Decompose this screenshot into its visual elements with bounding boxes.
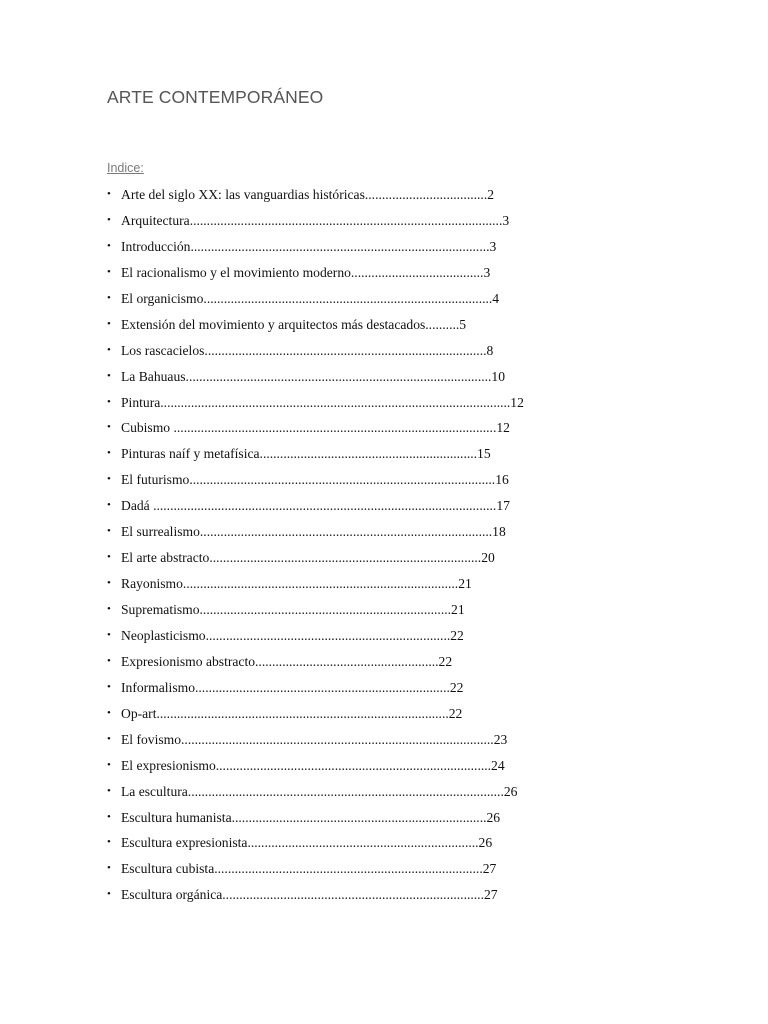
bullet-icon: • [107, 188, 111, 200]
bullet-icon: • [107, 603, 111, 615]
toc-entry-text: El racionalismo y el movimiento moderno.......................................3 [121, 264, 491, 280]
toc-entry-text: Pintura.......................................................................................................12 [121, 394, 524, 410]
bullet-icon: • [107, 213, 111, 226]
bullet-icon: • [107, 862, 111, 875]
toc-entry-text: El fovismo............................................................................................23 [121, 731, 508, 747]
bullet-icon: • [107, 836, 111, 849]
toc-entry-text: Extensión del movimiento y arquitectos más destacados..........5 [121, 316, 467, 332]
toc-entry-text: El organicismo.....................................................................................4 [121, 290, 500, 306]
bullet-icon: • [107, 421, 111, 434]
bullet-icon: • [107, 732, 111, 745]
document-title: ARTE CONTEMPORÁNEO [107, 87, 324, 107]
toc-entry-text: El futurismo..........................................................................................16 [121, 472, 509, 488]
toc-entry-text: Rayonismo.................................................................................21 [121, 576, 472, 592]
bullet-icon: • [107, 265, 111, 278]
bullet-icon: • [107, 473, 111, 486]
toc-entry-text: La escultura.............................................................................................26 [121, 783, 518, 799]
toc-entry-text: Dadá .....................................................................................................17 [121, 498, 510, 514]
bullet-icon: • [107, 784, 111, 797]
toc-entry-text: La Bahuaus..........................................................................................10 [121, 368, 506, 384]
bullet-icon: • [107, 654, 111, 667]
bullet-icon: • [107, 577, 111, 590]
toc-entry-text: El surrealismo......................................................................................18 [121, 524, 506, 540]
toc-entry-text: Op-art......................................................................................22 [121, 705, 463, 721]
toc-entry-text: Expresionismo abstracto......................................................22 [121, 653, 453, 669]
toc-entry-text: El arte abstracto................................................................................20 [121, 550, 495, 566]
toc-entry-text: Informalismo...........................................................................22 [121, 679, 464, 695]
bullet-icon: • [107, 291, 111, 304]
toc-entry-text: Suprematismo..........................................................................21 [121, 602, 465, 617]
bullet-icon: • [107, 343, 111, 356]
toc-entry-text: Los rascacielos...................................................................................8 [121, 342, 494, 358]
toc-heading: Indice: [107, 161, 144, 175]
toc-entry-text: Escultura humanista...........................................................................26 [121, 809, 501, 825]
toc-entry-text: Arquitectura............................................................................................3 [121, 212, 510, 228]
bullet-icon: • [107, 888, 111, 901]
bullet-icon: • [107, 395, 111, 408]
bullet-icon: • [107, 810, 111, 823]
toc-entry-text: El expresionismo.................................................................................24 [121, 757, 505, 773]
toc-entry-text: Arte del siglo XX: las vanguardias históricas....................................2 [121, 187, 495, 202]
bullet-icon: • [107, 317, 111, 330]
bullet-icon: • [107, 447, 111, 460]
toc-entry-text: Escultura expresionista....................................................................26 [121, 835, 493, 851]
bullet-icon: • [107, 499, 111, 512]
toc-entry-text: Pinturas naíf y metafísica................................................................15 [121, 446, 491, 462]
bullet-icon: • [107, 706, 111, 719]
bullet-icon: • [107, 551, 111, 564]
bullet-icon: • [107, 758, 111, 771]
toc-entry-text: Escultura cubista...............................................................................27 [121, 861, 497, 877]
bullet-icon: • [107, 369, 111, 382]
toc-entry-text: Introducción........................................................................................3 [121, 238, 497, 254]
toc-entry-text: Neoplasticismo........................................................................22 [121, 627, 464, 643]
bullet-icon: • [107, 628, 111, 641]
bullet-icon: • [107, 525, 111, 538]
bullet-icon: • [107, 239, 111, 252]
bullet-icon: • [107, 680, 111, 693]
toc-entry-text: Cubismo ...............................................................................................12 [121, 420, 510, 436]
toc-entry-text: Escultura orgánica.............................................................................27 [121, 887, 498, 903]
